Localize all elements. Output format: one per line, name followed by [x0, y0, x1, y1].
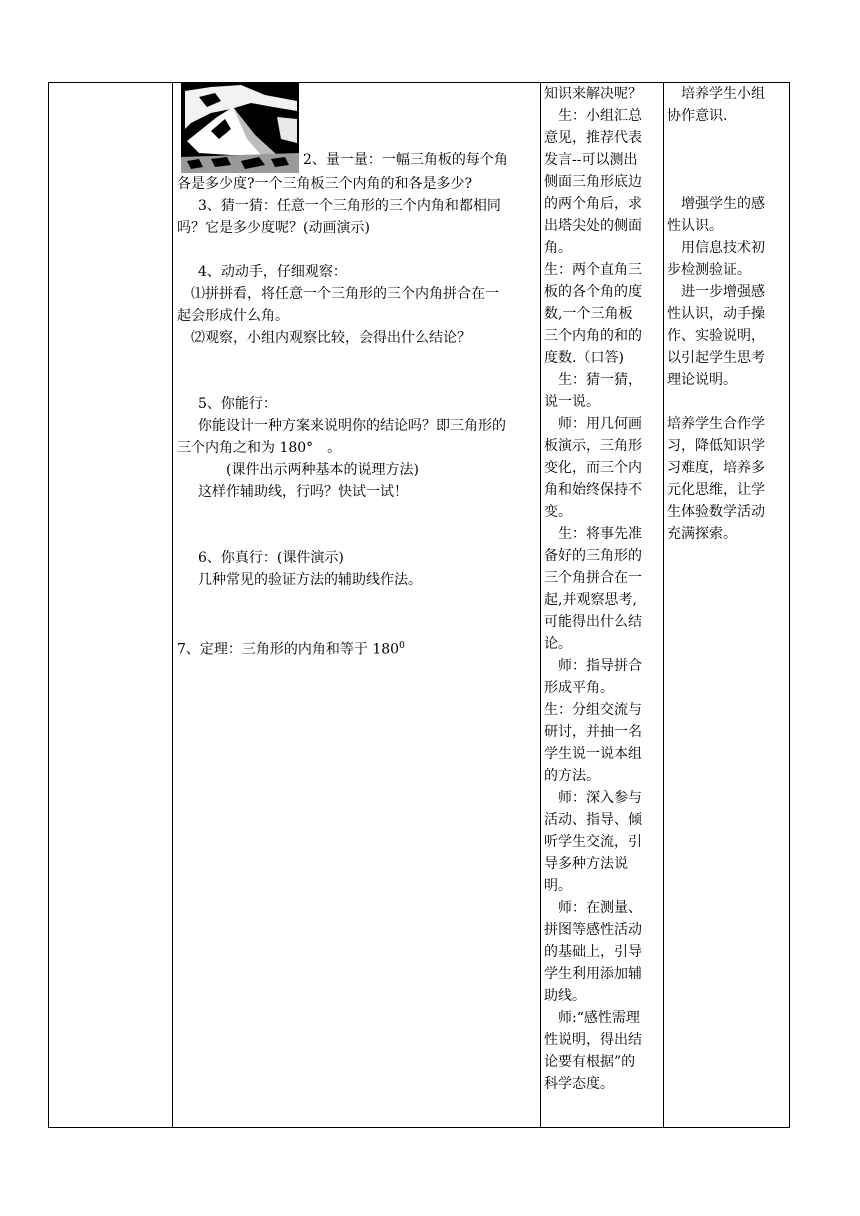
activity-line: 师：用几何画 — [544, 416, 642, 432]
activity-line: 师:“感性需理 — [544, 1010, 640, 1026]
activity-line: 师：深入参与 — [544, 790, 642, 806]
activity-line: 拼图等感性活动 — [544, 922, 642, 938]
pyramid-photo — [181, 83, 299, 173]
activity-line: 出塔尖处的侧面 — [544, 218, 642, 234]
intent-line: 步检测验证。 — [667, 262, 751, 278]
step-3-line: 3、猜一猜：任意一个三角形的三个内角和都相同 — [198, 198, 501, 214]
activity-line: 研讨，并抽一名 — [544, 724, 642, 740]
step-4-2-line: ⑵观察，小组内观察比较，会得出什么结论？ — [191, 330, 471, 346]
intent-line: 协作意识. — [667, 108, 728, 124]
step-6-heading: 6、你真行：(课件演示) — [198, 550, 344, 566]
step-4-heading: 4、动动手，仔细观察： — [198, 264, 347, 280]
activity-line: 度数.（口答) — [544, 350, 624, 366]
activity-line: 变化，而三个内 — [544, 460, 642, 476]
activity-line: 师：指导拼合 — [544, 658, 642, 674]
step-3-line: 吗？它是多少度呢？(动画演示) — [177, 220, 370, 236]
intent-line: 生体验数学活动 — [667, 504, 765, 520]
activity-line: 侧面三角形底边 — [544, 174, 642, 190]
activity-text — [544, 83, 662, 1095]
step-2-line: 各是多少度?一个三角板三个内角的和各是多少? — [177, 176, 473, 192]
step-5-line: 三个内角之和为 180° 。 — [177, 440, 342, 456]
activity-line: 三个角拼合在一 — [544, 570, 642, 586]
content-column — [173, 83, 541, 1127]
activity-line: 的方法。 — [544, 768, 600, 784]
activity-line: 角。 — [544, 240, 572, 256]
activity-line: 起,并观察思考, — [544, 592, 637, 608]
lesson-table — [48, 82, 790, 1128]
intent-line: 用信息技术初 — [667, 240, 765, 256]
activity-line: 生：将事先准 — [544, 526, 642, 542]
activity-line: 三个内角的和的 — [544, 328, 642, 344]
intent-line: 理论说明。 — [667, 372, 737, 388]
activity-line: 变。 — [544, 504, 572, 520]
intent-column — [667, 83, 787, 1127]
intent-line: 培养学生合作学 — [667, 416, 765, 432]
step-7-theorem: 7、定理：三角形的内角和等于 $180^0$ — [177, 641, 405, 658]
activity-line: 导多种方法说 — [544, 856, 628, 872]
activity-line: 数,一个三角板 — [544, 306, 633, 322]
activity-line: 生：小组汇总 — [544, 108, 642, 124]
activity-line: 的两个角后，求 — [544, 196, 642, 212]
activity-line: 科学态度。 — [544, 1076, 614, 1092]
intent-line: 习难度，培养多 — [667, 460, 765, 476]
intent-line: 充满探索。 — [667, 526, 737, 542]
activity-line: 生：猜一猜， — [544, 372, 642, 388]
activity-line: 可能得出什么结 — [544, 614, 642, 630]
intent-line: 元化思维，让学 — [667, 482, 765, 498]
activity-line: 听学生交流，引 — [544, 834, 642, 850]
intent-line: 习，降低知识学 — [667, 438, 765, 454]
activity-line: 学生利用添加辅 — [544, 966, 642, 982]
activity-line: 性说明，得出结 — [544, 1032, 642, 1048]
activity-line: 意见，推荐代表 — [544, 130, 642, 146]
activity-line: 学生说一说本组 — [544, 746, 642, 762]
activity-line: 备好的三角形的 — [544, 548, 642, 564]
activity-line: 发言--可以测出 — [544, 152, 638, 168]
activity-line: 的基础上，引导 — [544, 944, 642, 960]
activity-line: 说一说。 — [544, 394, 600, 410]
column-divider — [663, 83, 664, 1127]
activity-line: 生：分组交流与 — [544, 702, 642, 718]
intent-line: 作、实验说明， — [667, 328, 765, 344]
intent-line: 以引起学生思考 — [667, 350, 765, 366]
intent-line: 培养学生小组 — [667, 86, 765, 102]
activity-line: 论要有根据”的 — [544, 1054, 636, 1070]
step-5-heading: 5、你能行： — [198, 396, 277, 412]
step-5-line: 这样作辅助线，行吗？快试一试！ — [198, 484, 408, 500]
activity-line: 板演示，三角形 — [544, 438, 642, 454]
activity-line: 板的各个角的度 — [544, 284, 642, 300]
step-4-1-line: ⑴拼拼看，将任意一个三角形的三个内角拼合在一 — [191, 286, 499, 302]
activity-line: 活动、指导、倾 — [544, 812, 642, 828]
activity-column — [544, 83, 662, 1127]
activity-line: 师：在测量、 — [544, 900, 642, 916]
intent-line: 性认识。 — [667, 218, 723, 234]
activity-line: 助线。 — [544, 988, 586, 1004]
step-5-line: 你能设计一种方案来说明你的结论吗？即三角形的 — [198, 418, 506, 434]
step-5-line: (课件出示两种基本的说理方法) — [226, 462, 419, 478]
step-4-1-line: 起会形成什么角。 — [177, 308, 289, 324]
activity-line: 知识来解决呢？ — [544, 86, 642, 102]
intent-line: 性认识，动手操 — [667, 306, 765, 322]
step-6-line: 几种常见的验证方法的辅助线作法。 — [198, 572, 422, 588]
intent-line: 进一步增强感 — [667, 284, 765, 300]
activity-line: 角和始终保持不 — [544, 482, 642, 498]
activity-line: 形成平角。 — [544, 680, 614, 696]
activity-line: 明。 — [544, 878, 572, 894]
step-2-line: 2、量一量：一幅三角板的每个角 — [303, 152, 508, 168]
activity-line: 生：两个直角三 — [544, 262, 642, 278]
activity-line: 论。 — [544, 636, 572, 652]
intent-line: 增强学生的感 — [667, 196, 765, 212]
